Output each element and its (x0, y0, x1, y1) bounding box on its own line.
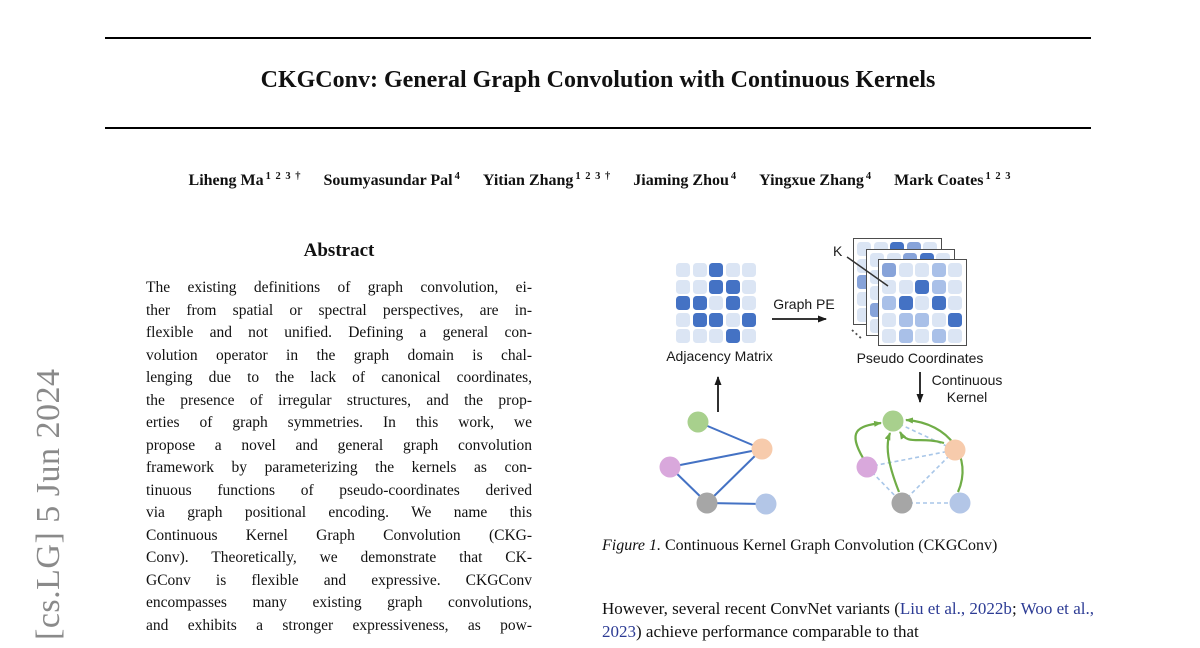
graph-edge (707, 503, 766, 504)
matrix-cell (742, 313, 756, 327)
green-node (688, 412, 709, 433)
mid-rule (105, 127, 1091, 129)
matrix-cell (882, 313, 896, 327)
author-affiliation: 1 2 3 (985, 171, 1012, 182)
matrix-cell (932, 329, 946, 343)
matrix-cell (726, 263, 740, 277)
matrix-cell (742, 296, 756, 310)
convolution-graph (855, 411, 970, 514)
abstract-line: the presence of irregular structures, and the prop- (146, 391, 532, 409)
abstract-text (146, 277, 532, 637)
continuous-kernel-label (927, 372, 1007, 406)
matrix-cell (676, 296, 690, 310)
abstract-line: volution operator in the graph domain is chal- (146, 346, 532, 364)
abstract-line: via graph positional encoding. We name this (146, 504, 532, 521)
author (483, 172, 611, 189)
matrix-cell (948, 313, 962, 327)
matrix-cell (915, 296, 929, 310)
abstract-line: The existing definitions of graph convolution, ei- (146, 279, 532, 296)
gray-node (697, 493, 718, 514)
author-affiliation: 4 (730, 171, 738, 182)
graph-pe-label: Graph PE (773, 296, 835, 312)
author (759, 172, 872, 189)
body-text-segment: ; (1011, 599, 1021, 618)
matrix-cell (693, 263, 707, 277)
matrix-cell (948, 296, 962, 310)
figure1-canvas (600, 230, 1100, 530)
matrix-cell (932, 313, 946, 327)
pseudo-coordinates-layer-front (878, 259, 967, 346)
abstract-line: flexible and not unified. Defining a general con- (146, 324, 532, 341)
matrix-cell (882, 280, 896, 294)
matrix-cell (676, 263, 690, 277)
graph-edge (670, 449, 762, 467)
author-name: Mark Coates (894, 172, 984, 190)
kernel-arrow-from-blue (906, 420, 963, 492)
matrix-cell (676, 313, 690, 327)
matrix-cell (915, 313, 929, 327)
matrix-cell (899, 296, 913, 310)
matrix-cell (948, 329, 962, 343)
matrix-cell (709, 329, 723, 343)
abstract-line: and exhibits a stronger expressiveness, as pow- (146, 616, 532, 634)
matrix-cell (726, 296, 740, 310)
dashed-edge (893, 421, 955, 450)
matrix-cell (709, 313, 723, 327)
matrix-cell (726, 280, 740, 294)
matrix-cell (899, 329, 913, 343)
matrix-cell (932, 280, 946, 294)
author (633, 172, 737, 189)
author-name: Yingxue Zhang (759, 172, 864, 190)
graph-edge (698, 422, 762, 449)
abstract-line: Conv). Theoretically, we demonstrate that CK- (146, 549, 532, 566)
graph-edge (670, 467, 707, 503)
matrix-cell (709, 296, 723, 310)
top-rule (105, 37, 1091, 39)
author-list (85, 171, 1115, 190)
dashed-edge (902, 450, 955, 503)
abstract-line: encompasses many existing graph convolutions, (146, 594, 532, 611)
input-graph (660, 412, 777, 515)
gray-node (892, 493, 913, 514)
pseudo-coordinates-label: Pseudo Coordinates (856, 350, 984, 366)
author-name: Soumyasundar Pal (323, 172, 453, 190)
author-name: Jiaming Zhou (633, 172, 729, 190)
citation-link[interactable]: Liu et al., 2022b (899, 599, 1012, 618)
figure1-caption-label: Figure 1. (602, 537, 661, 554)
kernel-arrow-from-purple (855, 423, 881, 458)
matrix-cell (709, 263, 723, 277)
k-dimension-label: K (833, 243, 843, 259)
purple-node (660, 457, 681, 478)
abstract-line: framework by parameterizing the kernels as con- (146, 459, 532, 476)
abstract-line: GConv is flexible and expressive. CKGConv (146, 571, 532, 589)
matrix-cell (915, 280, 929, 294)
dashed-edge (867, 467, 902, 503)
figure1-caption-text: Continuous Kernel Graph Convolution (CKGConv) (660, 537, 998, 554)
blue-node (756, 494, 777, 515)
paper-title: CKGConv: General Graph Convolution with Continuous Kernels (260, 67, 936, 93)
pseudo-matrix-front (879, 260, 966, 346)
matrix-cell (693, 280, 707, 294)
matrix-cell (932, 263, 946, 277)
adjacency-matrix-label: Adjacency Matrix (666, 348, 773, 364)
author-affiliation: 1 2 3 † (575, 171, 612, 182)
matrix-cell (948, 263, 962, 277)
author (894, 172, 1011, 189)
abstract-line: lenging due to the lack of canonical coordinates, (146, 369, 532, 386)
matrix-cell (742, 263, 756, 277)
purple-node (857, 457, 878, 478)
matrix-cell (726, 329, 740, 343)
matrix-cell (726, 313, 740, 327)
matrix-cell (932, 296, 946, 310)
kernel-arrow-from-orange (900, 432, 944, 443)
author-affiliation: 4 (454, 171, 461, 182)
abstract-line: erties of graph symmetries. In this work, we (146, 414, 532, 431)
matrix-cell (899, 280, 913, 294)
matrix-cell (693, 313, 707, 327)
matrix-cell (882, 263, 896, 277)
matrix-cell (709, 280, 723, 294)
author-affiliation: 4 (865, 171, 873, 182)
figure1-caption (602, 537, 1094, 555)
graph-edge (707, 449, 762, 503)
author-affiliation: 1 2 3 † (265, 171, 302, 182)
stack-ellipsis-mark (852, 330, 863, 340)
author (324, 172, 461, 189)
author (189, 172, 302, 189)
matrix-cell (882, 296, 896, 310)
body-paragraph (602, 598, 1094, 643)
abstract-line: Continuous Kernel Graph Convolution (CKG- (146, 526, 532, 544)
blue-node (950, 493, 971, 514)
dashed-edge (867, 450, 955, 467)
matrix-cell (899, 313, 913, 327)
citation-link[interactable]: Woo et al., 2023 (602, 599, 1094, 641)
matrix-cell (693, 296, 707, 310)
adjacency-matrix (676, 263, 756, 343)
author-name: Liheng Ma (188, 172, 264, 190)
matrix-cell (742, 280, 756, 294)
orange-node (945, 440, 966, 461)
body-text-segment: However, several recent ConvNet variants ( (602, 599, 900, 618)
matrix-cell (693, 329, 707, 343)
green-node (883, 411, 904, 432)
matrix-cell (899, 263, 913, 277)
body-text-segment: ) achieve performance comparable to that (636, 621, 919, 641)
matrix-cell (676, 329, 690, 343)
author-name: Yitian Zhang (482, 172, 574, 190)
matrix-cell (676, 280, 690, 294)
orange-node (752, 439, 773, 460)
matrix-cell (882, 329, 896, 343)
matrix-cell (948, 280, 962, 294)
continuous-kernel-label-line2: Kernel (946, 389, 988, 405)
continuous-kernel-label-line1: Continuous (931, 372, 1003, 388)
abstract-line: tinuous functions of pseudo-coordinates derived (146, 481, 532, 499)
abstract-heading: Abstract (303, 240, 375, 261)
matrix-cell (742, 329, 756, 343)
matrix-cell (915, 263, 929, 277)
matrix-cell (915, 329, 929, 343)
kernel-arrow-from-gray (888, 433, 899, 492)
arxiv-watermark: [cs.LG] 5 Jun 2024 (30, 368, 67, 640)
abstract-line: ther from spatial or spectral perspectives, are in- (146, 301, 532, 319)
abstract-line: propose a novel and general graph convolution (146, 436, 532, 454)
